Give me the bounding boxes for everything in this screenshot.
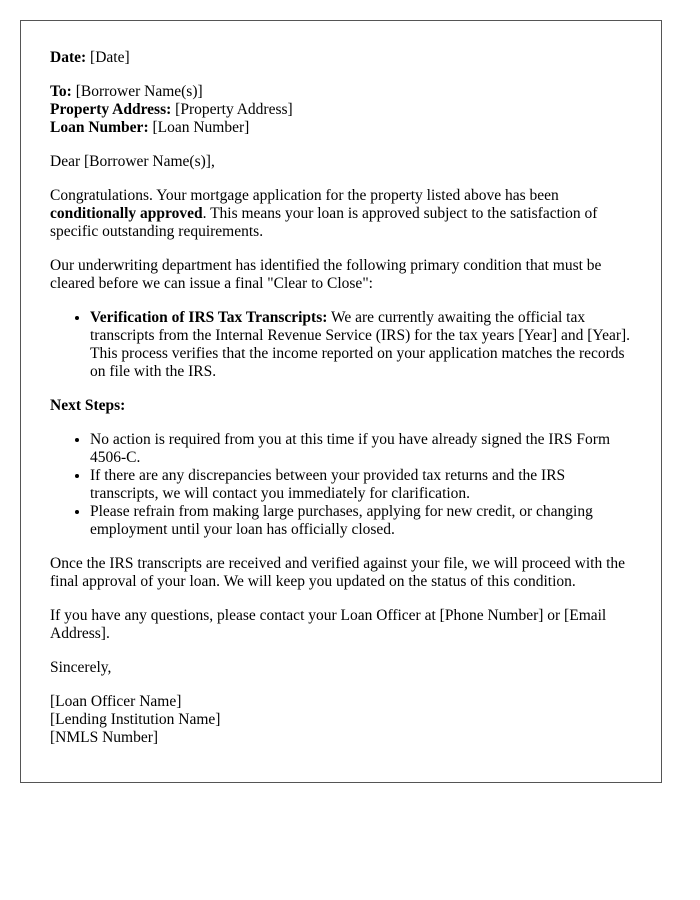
condition-item bbox=[90, 309, 632, 381]
loan-number-line bbox=[50, 119, 632, 137]
date-label: Date: bbox=[50, 49, 87, 66]
signoff: Sincerely, bbox=[50, 659, 112, 676]
loan-officer-name: [Loan Officer Name] bbox=[50, 693, 182, 710]
condition-title: Verification of IRS Tax Transcripts: bbox=[90, 309, 328, 326]
intro-text-before: Congratulations. Your mortgage application for the property listed above has been bbox=[50, 187, 559, 204]
condition-text: We are currently awaiting the official tax transcripts from the Internal Revenue Service (IRS) for the tax years [Year] and [Year]. This process verifies that the income reported on your application matches the records on file with the IRS. bbox=[90, 309, 631, 380]
signature-block bbox=[50, 693, 632, 747]
intro-text-after: . This means your loan is approved subject to the satisfaction of specific outstanding requirements. bbox=[50, 205, 598, 240]
list-item: • Please refrain from making large purchases, applying for new credit, or changing employment until your loan has officially closed. bbox=[90, 503, 632, 539]
lending-institution-name: [Lending Institution Name] bbox=[50, 711, 221, 728]
salutation: Dear [Borrower Name(s)], bbox=[50, 153, 215, 170]
date-line bbox=[50, 49, 632, 67]
intro-paragraph bbox=[50, 187, 632, 241]
property-value: [Property Address] bbox=[175, 101, 293, 118]
to-value: [Borrower Name(s)] bbox=[75, 83, 203, 100]
next-steps-heading bbox=[50, 397, 632, 415]
property-label: Property Address: bbox=[50, 101, 172, 118]
loan-number-value: [Loan Number] bbox=[152, 119, 250, 136]
nmls-number: [NMLS Number] bbox=[50, 729, 159, 746]
next-steps-list bbox=[50, 431, 632, 539]
underwriting-paragraph: Our underwriting department has identified the following primary condition that must be cleared before we can issue a final "Clear to Close": bbox=[50, 257, 602, 292]
property-line bbox=[50, 101, 632, 119]
loan-number-label: Loan Number: bbox=[50, 119, 149, 136]
to-label: To: bbox=[50, 83, 72, 100]
list-item: • No action is required from you at this time if you have already signed the IRS Form 4506-C. bbox=[90, 431, 632, 467]
closing-paragraph: Once the IRS transcripts are received and verified against your file, we will proceed with the final approval of your loan. We will keep you updated on the status of this condition. bbox=[50, 555, 626, 590]
intro-bold-text: conditionally approved bbox=[50, 205, 203, 222]
recipient-block bbox=[50, 83, 632, 137]
date-value: [Date] bbox=[90, 49, 130, 66]
letter-document bbox=[20, 20, 662, 783]
next-steps-heading-text: Next Steps: bbox=[50, 397, 126, 414]
list-item: • If there are any discrepancies between your provided tax returns and the IRS transcripts, we will contact you immediately for clarification. bbox=[90, 467, 632, 503]
to-line bbox=[50, 83, 632, 101]
condition-list bbox=[50, 309, 632, 381]
contact-paragraph: If you have any questions, please contact your Loan Officer at [Phone Number] or [Email Address]. bbox=[50, 607, 607, 642]
